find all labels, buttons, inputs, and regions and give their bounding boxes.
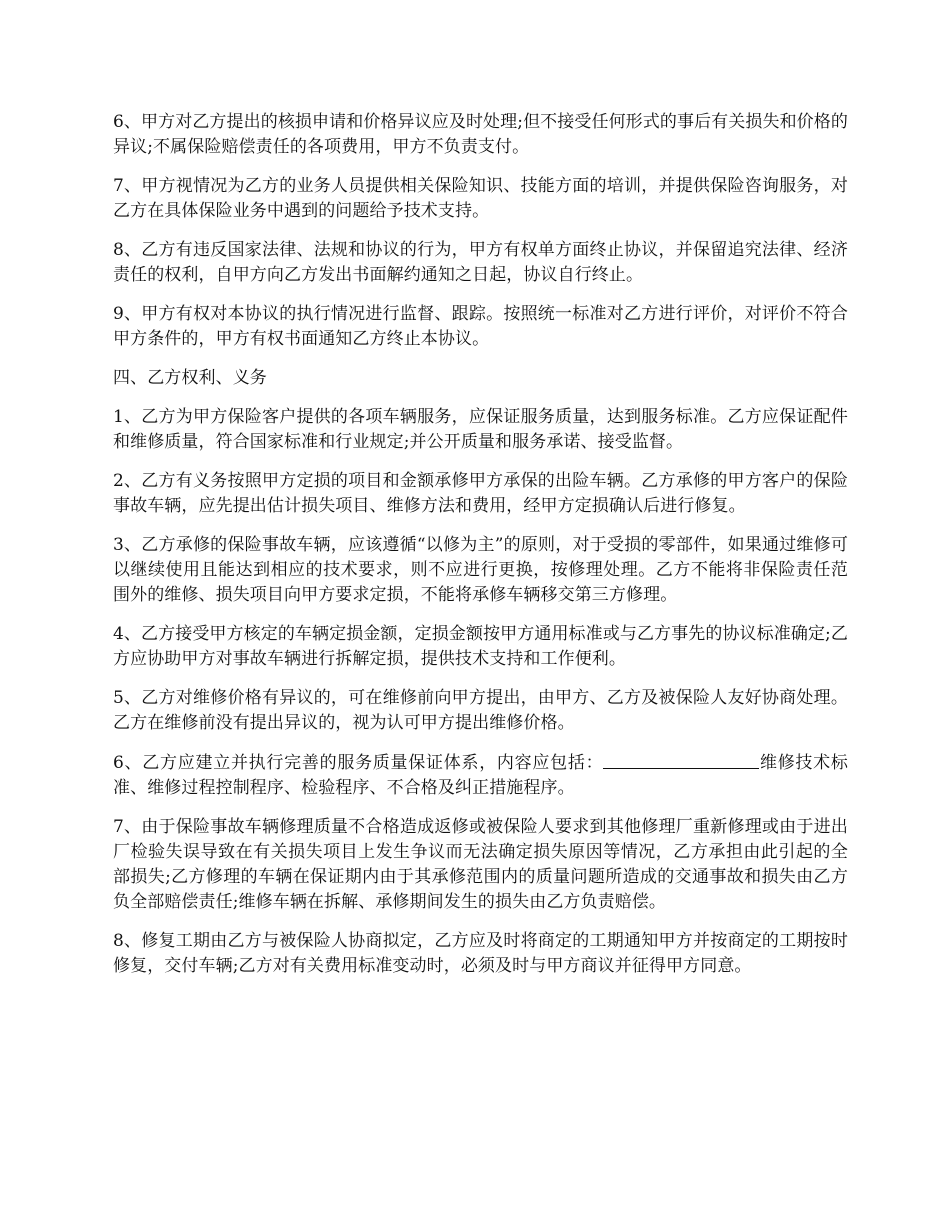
paragraph-b4: 4、乙方接受甲方核定的车辆定损金额，定损金额按甲方通用标准或与乙方事先的协议标准确定;乙方应协助甲方对事故车辆进行拆解定损，提供技术支持和工作便利。: [113, 624, 848, 669]
fill-in-blank-line: [603, 750, 759, 769]
paragraph-a6: 6、甲方对乙方提出的核损申请和价格异议应及时处理;但不接受任何形式的事后有关损失和价格的异议;不属保险赔偿责任的各项费用，甲方不负责支付。: [113, 112, 848, 157]
paragraph-a9: 9、甲方有权对本协议的执行情况进行监督、跟踪。按照统一标准对乙方进行评价，对评价不符合甲方条件的，甲方有权书面通知乙方终止本协议。: [113, 304, 848, 349]
paragraph-b1: 1、乙方为甲方保险客户提供的各项车辆服务，应保证服务质量，达到服务标准。乙方应保证配件和维修质量，符合国家标准和行业规定;并公开质量和服务承诺、接受监督。: [113, 407, 848, 452]
paragraph-a7: 7、甲方视情况为乙方的业务人员提供相关保险知识、技能方面的培训，并提供保险咨询服务，对乙方在具体保险业务中遇到的问题给予技术支持。: [113, 176, 848, 221]
paragraph-b7: 7、由于保险事故车辆修理质量不合格造成返修或被保险人要求到其他修理厂重新修理或由于进出厂检验失误导致在有关损失项目上发生争议而无法确定损失原因等情况，乙方承担由此引起的全部损失;乙方修理的车辆在保证期内由于其承修范围内的质量问题所造成的交通事故和损失由乙方负全部赔偿责任;维修车辆在拆解、承修期间发生的损失由乙方负责赔偿。: [113, 817, 848, 912]
paragraph-b6: [113, 750, 848, 801]
paragraph-a8: 8、乙方有违反国家法律、法规和协议的行为，甲方有权单方面终止协议，并保留追究法律、经济责任的权利，自甲方向乙方发出书面解约通知之日起，协议自行终止。: [113, 240, 848, 285]
paragraph-b3: 3、乙方承修的保险事故车辆，应该遵循“以修为主”的原则，对于受损的零部件，如果通过维修可以继续使用且能达到相应的技术要求，则不应进行更换，按修理处理。乙方不能将非保险责任范围外的维修、损失项目向甲方要求定损，不能将承修车辆移交第三方修理。: [113, 535, 848, 605]
paragraph-b8: 8、修复工期由乙方与被保险人协商拟定，乙方应及时将商定的工期通知甲方并按商定的工期按时修复，交付车辆;乙方对有关费用标准变动时，必须及时与甲方商议并征得甲方同意。: [113, 931, 848, 976]
document-page: [113, 110, 848, 993]
paragraph-b5: 5、乙方对维修价格有异议的，可在维修前向甲方提出，由甲方、乙方及被保险人友好协商处理。乙方在维修前没有提出异议的，视为认可甲方提出维修价格。: [113, 688, 848, 733]
paragraph-b6-tail: 维修技术标准、维修过程控制程序、检验程序、不合格及纠正措施程序。: [113, 753, 848, 798]
paragraph-b6-lead: 6、乙方应建立并执行完善的服务质量保证体系，内容应包括：: [113, 753, 604, 773]
section-heading: 四、乙方权利、义务: [113, 368, 267, 388]
paragraph-b2: 2、乙方有义务按照甲方定损的项目和金额承修甲方承保的出险车辆。乙方承修的甲方客户的保险事故车辆，应先提出估计损失项目、维修方法和费用，经甲方定损确认后进行修复。: [113, 471, 848, 516]
